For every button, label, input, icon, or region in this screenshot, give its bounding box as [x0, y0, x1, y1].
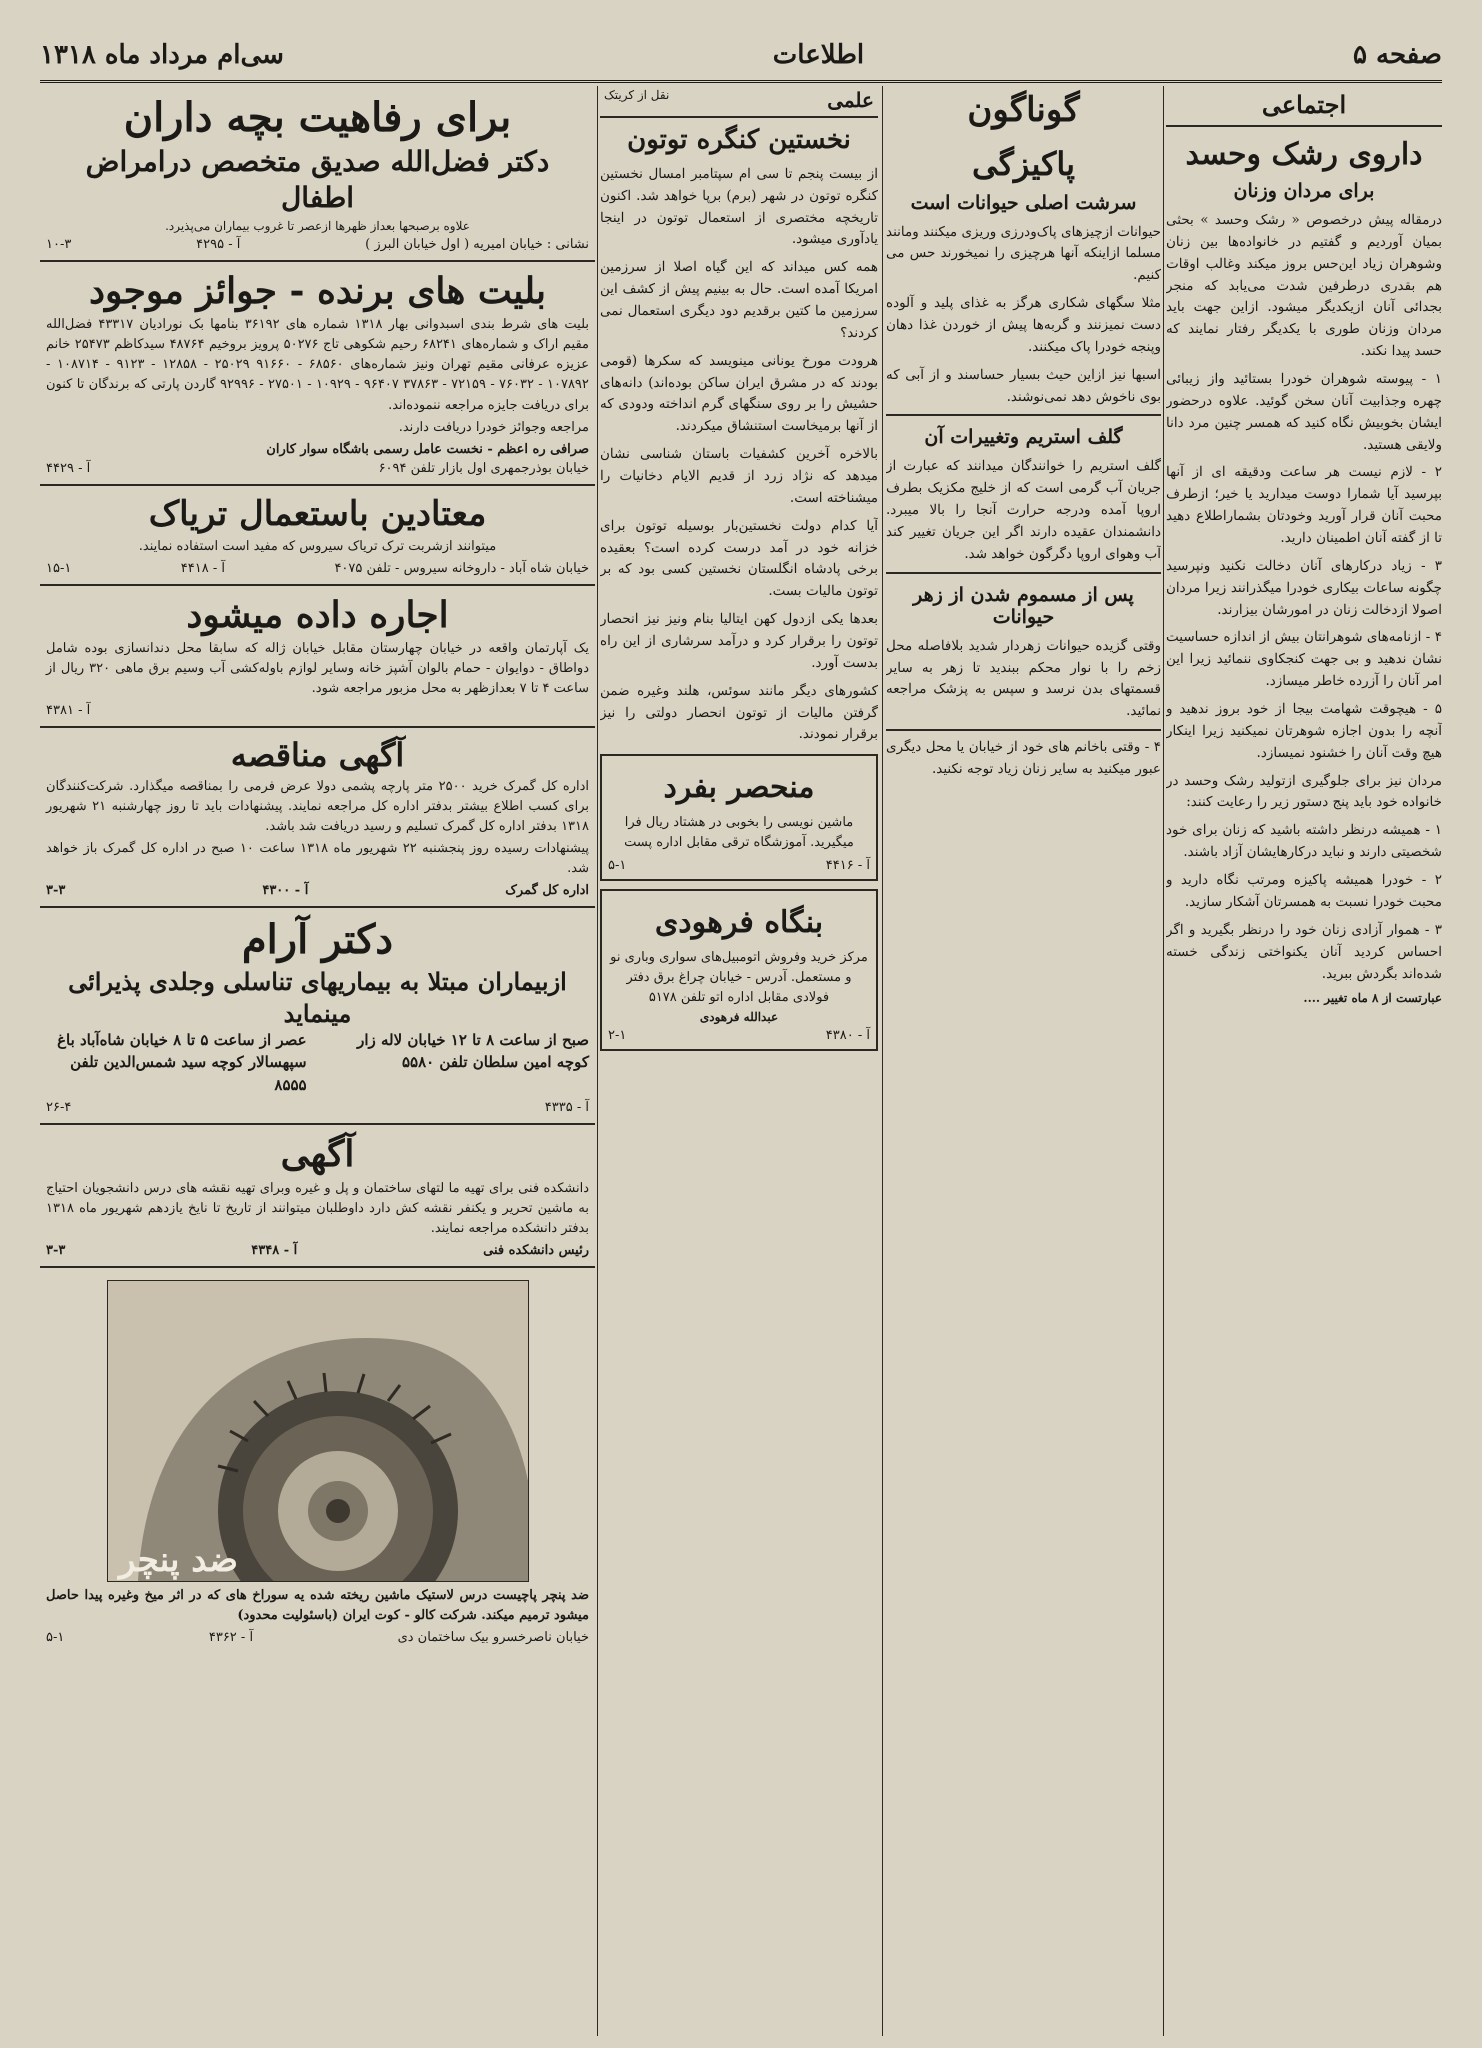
ad-code: ۵-۱: [46, 1630, 65, 1646]
paragraph: درمقاله پیش درخصوص « رشک وحسد » بحثی بمیان آوردیم و گفتیم در خانواده‌ها بین زنان وشوهران زیاد این‌حس بروز میکند وغالب اوقات هم بقدری درطرفین شدت می‌یابد که منجر بجدائی آنان ازیکدیگر میشود. ازاین جهت باید مردان وزنان طوری با یکدیگر رفتار نمایند که حسد پیدا نکند.: [1166, 212, 1442, 360]
section-tag-ilmi: علمی: [827, 88, 874, 112]
ad-code: آ - ۴۳۸۰: [825, 1027, 870, 1043]
ad-code: آ - ۴۳۶۲: [208, 1630, 254, 1646]
article-source: نقل از کریتک: [604, 88, 670, 102]
article-title: داروی رشک وحسد: [1185, 137, 1423, 172]
ad-box: [600, 754, 878, 880]
ad-text: مراجعه وجوائز خودرا دریافت دارند.: [398, 419, 589, 435]
footnote: عبارتست از ۸ ماه تغییر ....: [1303, 991, 1442, 1006]
article-title: پاکیزگی: [971, 145, 1076, 183]
ad-text: ضد پنچر پاچیست درس لاستیک ماشین ریخته شده یه سوراخ های که در اثر میخ وغیره پیدا حاصل میشود ترمیم میکند. شرکت کالو - کوت ایران (باسئولیت محدود): [46, 1587, 589, 1624]
section-tag-gunagun: گوناگون: [967, 90, 1080, 130]
ad-code: آ - ۴۲۹۵: [196, 236, 241, 252]
column-divider: [597, 86, 598, 2036]
paragraph: ۳ - هموار آزادی زنان خود را درنظر بگیرید و اگر احساس کردید آنان یکنواختی زندگی خسته شده‌اند بگردش ببرید.: [1166, 921, 1442, 982]
ad-anti-puncture: [40, 1268, 595, 1649]
ad-code: ۲۶-۴: [46, 1100, 72, 1116]
ad-note: علاوه برصبحها بعداز ظهرها ازعصر تا غروب بیماران می‌پذیرد.: [165, 218, 470, 233]
column-ilmi: [600, 86, 878, 2038]
ad-code: آ - ۴۴۱۶: [825, 857, 870, 873]
paragraph: گلف استریم را خوانندگان میدانند که عبارت از جریان آب گرمی است که از خلیج مکزیک بطرف اروپا آمده ودرجه حرارت آنجا را بالا میبرد. دانشمندان عقیده دارند اگر این جریان تغییر کند آب وهوای اروپا دگرگون خواهد شد.: [886, 458, 1161, 562]
paragraph: ۲ - لازم نیست هر ساعت ودقیقه ای از آنها بپرسید آیا شمارا دوست میدارید یا خیر؛ ازطرف محبت آنان قرار آورید وخودتان بشماراطلاع دهید تا از گفته آنان اطمینان دارید.: [1166, 464, 1442, 547]
ad-text: میتوانند ازشربت ترک تریاک سیروس که مفید است استفاده نمایند.: [138, 538, 497, 554]
issue-date: سی‌ام مرداد ماه ۱۳۱۸: [40, 40, 284, 70]
paragraph: ۳ - زیاد درکارهای آنان دخالت نکنید ونپرسید چگونه ساعات بیکاری خودرا میگذرانند زیرا مردان اصولا ازدخالت زنان در امورشان بیزارند.: [1166, 557, 1442, 618]
ad-address: خیابان بوذرجمهری اول بازار تلفن ۶۰۹۴: [378, 460, 589, 476]
ad-text: مرکز خرید وفروش اتومبیل‌های سواری وباری نو و مستعمل. آدرس - خیابان چراغ برق دفتر فولادی مقابل اداره اتو تلفن ۵۱۷۸: [610, 949, 868, 1005]
paragraph: بالاخره آخرین کشفیات باستان شناسی نشان میدهد که نژاد زرد از قدیم الایام دخانیات را میشناخته است.: [600, 446, 878, 506]
tire-illustration: [108, 1281, 528, 1581]
ad-signature: عبدالله فرهودی: [699, 1009, 779, 1024]
ad-doctor-aram: [40, 908, 595, 1125]
paragraph: ۴ - وقتی باخانم های خود از خیابان یا محل دیگری عبور میکنید به سایر زنان زیاد توجه نکنید.: [886, 739, 1161, 778]
paragraph: ۱ - همیشه درنظر داشته باشید که زنان برای خود شخصیتی دارند و نباید درکارهایشان آزاد باشند.: [1166, 822, 1442, 861]
column-ads: [40, 86, 595, 2038]
paragraph: وقتی گزیده حیوانات زهردار شدید بلافاصله محل زخم را با نوار محکم ببندید تا زهر به سایر قسمتهای بدن نرسد و سپس به پزشک مراجعه نمائید.: [886, 637, 1161, 720]
page-number: صفحه ۵: [1353, 40, 1442, 70]
paragraph: آیا کدام دولت نخستین‌بار بوسیله توتون برای خزانه خود در آمد درست کرده است؟ بعقیده برخی پادشاه انگلستان نخستین کسی بود که بر توتون مالیات بست.: [600, 517, 878, 600]
ad-pediatrician: [40, 86, 595, 262]
ad-code: آ - ۴۳۳۵: [544, 1100, 589, 1116]
ad-code: ۳-۳: [46, 883, 66, 899]
ad-title: معتادین باستعمال تریاک: [148, 493, 487, 534]
ad-text: دانشکده فنی برای تهیه ما لتهای ساختمان و پل و غیره وبرای تهیه نقشه های درس دانشجویان احتیاج به ماشین تحریر و یکنفر نقشه کش دارد داوطلبان میتوانند از تاریخ تا نایخ یازدهم شهریور ماه ۱۳۱۸ بدفتر دانشکده مراجعه نمایند.: [46, 1180, 589, 1236]
ad-text: بلیت های شرط بندی اسبدوانی بهار ۱۳۱۸ شماره های ۳۶۱۹۲ بنامها بک نورادیان ۴۳۳۱۷ فضل‌الله مقیم اراک و شماره‌های ۶۸۲۴۱ رحیم شکوهی تاج ۵۰۲۷۶ پرویز بروخیم ۴۸۷۶۴ سیدکاظم ۲۵۴۷۳ خانم عزیزه عرفانی مقیم تهران ونیز شماره‌های ۶۸۵۶۰ - ۹۱۶۶۰ ۲۵۰۲۹ - ۱۲۸۵۸ - ۹۱۲۳ - ۱۰۸۷۱۴ - ۱۰۷۸۹۲ - ۷۶۰۳۲ - ۷۲۱۵۹ - ۳۷۸۶۳ ۹۶۴۰۷ - ۱۰۹۲۹ - ۲۷۵۰۱ - ۹۲۹۹۶ گاردن پارتی که برندگان تا کنون برای دریافت جایزه مراجعه ننموده‌اند.: [46, 316, 590, 413]
ad-code: آ - ۴۳۰۰: [262, 883, 309, 899]
ad-rent: [40, 586, 595, 729]
ad-code: آ - ۴۴۱۸: [180, 560, 226, 576]
article-subtitle: سرشت اصلی حیوانات است: [910, 191, 1137, 214]
ad-title: بنگاه فرهودی: [654, 904, 824, 940]
paragraph: ۴ - ازنامه‌های شوهرانتان بیش از اندازه حساسیت نشان ندهید و بی جهت کنجکاوی ننمائید زیرا این امر آنان را آزرده خاطر میسازد.: [1166, 629, 1442, 690]
paragraph: مثلا سگهای شکاری هرگز به غذای پلید و آلوده دست نمیزنند و گربه‌ها پیش از خوردن غذا دهان وپنجه خودرا پاک میکنند.: [886, 295, 1161, 355]
ad-subtitle: دکتر فضل‌الله صدیق متخصص درامراض اطفال: [85, 145, 550, 215]
paragraph: اسبها نیز ازاین حیث بسیار حساسند و از آبی که بوی ناخوش دهد نمی‌نوشند.: [886, 366, 1161, 405]
ad-evening-hours: عصر از ساعت ۵ تا ۸ خیابان شاه‌آباد باغ سپهسالار کوچه سید شمس‌الدین تلفن ۸۵۵۵: [57, 1030, 307, 1094]
paragraph: هرودت مورخ یونانی مینویسد که سکرها (قومی بودند که در مشرق ایران ساکن بوده‌اند) دانه‌های حشیش را بر روی سنگهای گرم انداخته ودودی که از آنها برمیخاست استنشاق میکردند.: [600, 352, 878, 435]
page-header: [40, 30, 1442, 83]
ad-signature: اداره کل گمرک: [505, 883, 589, 899]
ad-subtitle: ازبیماران مبتلا به بیماریهای تناسلی وجلدی پذیرائی مینماید: [68, 967, 567, 1028]
ad-signature: رئیس دانشکده فنی: [483, 1242, 589, 1258]
section-tag-ijtemai: اجتماعی: [1166, 86, 1442, 127]
ad-title: برای رفاهیت بچه داران: [123, 94, 512, 141]
ad-lottery: [40, 262, 595, 486]
photo-caption: ضد پنچر: [118, 1539, 238, 1580]
ad-address: خیابان ناصرخسرو بیک ساختمان دی: [397, 1630, 589, 1646]
ad-code: آ - ۴۳۴۸: [251, 1242, 298, 1258]
paragraph: ۲ - خودرا همیشه پاکیزه ومرتب نگاه دارید و محبت خودرا نسبت به همسرتان آشکار سازید.: [1166, 872, 1442, 910]
ad-text: پیشنهادات رسیده روز پنجشنبه ۲۲ شهریور ماه ۱۳۱۸ ساعت ۱۰ صبح در اداره کل گمرک باز خواهد شد.: [46, 841, 590, 877]
paragraph: از بیست پنجم تا سی ام سپتامبر امسال نخستین کنگره توتون در شهر (برم) برپا خواهد شد. اکنون تاریخچه مختصری از استعمال توتون در اینجا یادآوری میشود.: [600, 165, 878, 248]
article-subtitle: برای مردان وزنان: [1233, 180, 1375, 202]
ad-code: آ - ۴۴۲۹: [46, 460, 91, 476]
ad-text: ماشین نویسی را بخوبی در هشتاد ریال فرا میگیرید. آموزشگاه ترقی مقابل اداره پست: [624, 815, 854, 851]
ad-code: آ - ۴۳۸۱: [46, 703, 91, 719]
ad-morning-hours: صبح از ساعت ۸ تا ۱۲ خیابان لاله زار کوچه امین سلطان تلفن ۵۵۸۰: [357, 1030, 589, 1072]
ad-code: ۱۰-۳: [46, 236, 72, 252]
ad-box: [600, 889, 878, 1051]
ad-signature: صرافی ره اعظم - نخست عامل رسمی باشگاه سوار کاران: [266, 441, 589, 457]
ad-title: اجاره داده میشود: [186, 593, 449, 636]
ad-address: خیابان شاه آباد - داروخانه سیروس - تلفن ۴۰۷۵: [334, 560, 589, 576]
ad-opium: [40, 486, 595, 586]
ad-title: منحصر بفرد: [663, 770, 815, 806]
ad-address: نشانی : خیابان امیریه ( اول خیابان البرز ): [365, 236, 589, 252]
paragraph: کشورهای دیگر مانند سوئس، هلند وغیره ضمن گرفتن مالیات از توتون انحصار دولتی را نیز برقرار نمودند.: [600, 682, 878, 743]
ad-code: ۱۵-۱: [46, 560, 72, 576]
paragraph: همه کس میداند که این گیاه اصلا از سرزمین امریکا آمده است. حال به بینیم پیش از کشف این سرزمین ما کتین برقدیم دود دیگری استعمال نمی کردند؟: [600, 259, 878, 341]
paragraph: بعدها یکی ازدول کهن ایتالیا بنام ونیز نیز انحصار توتون را برقرار کرد و درآمد سرشاری از این راه بدست آورد.: [600, 611, 878, 671]
ad-code: ۳-۳: [46, 1242, 66, 1258]
section-heading: پس از مسموم شدن از زهر حیوانات: [913, 583, 1134, 628]
ad-code: ۵-۱: [608, 857, 627, 873]
paragraph: ۱ - پیوسته شوهران خودرا بستائید واز زیبائی چهره وجذابیت آنان سخن گوئید. علاوه درحضور ایشان بخوبیش نگاه کنید که همسر چنین مرد دانا ولایقی هستید.: [1166, 371, 1442, 453]
tire-photo: [107, 1280, 529, 1582]
ad-code: ۲-۱: [608, 1027, 627, 1043]
ad-title: آگهی: [280, 1133, 355, 1176]
ad-tender: [40, 728, 595, 908]
ad-text: یک آپارتمان واقعه در خیابان چهارستان مقابل خیابان ژاله که سابقا محل دندانسازی بوده شامل دواطاق - دوایوان - حمام بالوان آشپز خانه وسایر لوازم باوله‌کشی آب وسیم برق ماهی ۳۲۰ ریال از ساعت ۴ تا ۷ بعدازظهر به محل مزبور مراجعه شود.: [46, 640, 589, 697]
ad-university: [40, 1125, 595, 1268]
paragraph: حیوانات ازچیزهای پاک‌ودرزی وریزی میکنند ومانند مسلما ازاینکه آنها هرچیزی را نمیخورند حس می کنیم.: [886, 223, 1161, 284]
column-divider: [882, 86, 883, 2036]
ad-title: بلیت های برنده - جوائز موجود: [88, 269, 547, 312]
column-ijtemai: [1166, 86, 1442, 2038]
ad-text: اداره کل گمرک خرید ۲۵۰۰ متر پارچه پشمی دولا عرض فرمی را بمناقصه میگذارد. شرکت‌کنندگان برای کسب اطلاع بیشتر بدفتر اداره کل مراجعه نمایند. پیشنهادات باید تا روز چهارشنبه ۲۱ شهریور ۱۳۱۸ بدفتر اداره کل گمرک تسلیم و رسید دریافت شد باشد.: [46, 778, 589, 835]
paragraph: ۵ - هیچوقت شهامت بیجا از خود بروز ندهید و آنچه را بدون اجازه شوهرتان نمیکنید زیرا اینکار هیچ وقت آنان را خشنود نمیسازد.: [1166, 701, 1442, 761]
ad-title: دکتر آرام: [241, 916, 394, 964]
ad-title: آگهی مناقصه: [230, 736, 405, 775]
newspaper-name: اطلاعات: [772, 40, 865, 70]
column-gunagun: [886, 86, 1161, 2038]
section-heading: گلف استریم وتغییرات آن: [924, 426, 1123, 449]
paragraph: مردان نیز برای جلوگیری ازتولید رشک وحسد در خانواده خود باید پنج دستور زیر را رعایت کنند:: [1166, 772, 1442, 811]
article-title: نخستین کنگره توتون: [627, 125, 851, 155]
column-divider: [1163, 86, 1164, 2036]
